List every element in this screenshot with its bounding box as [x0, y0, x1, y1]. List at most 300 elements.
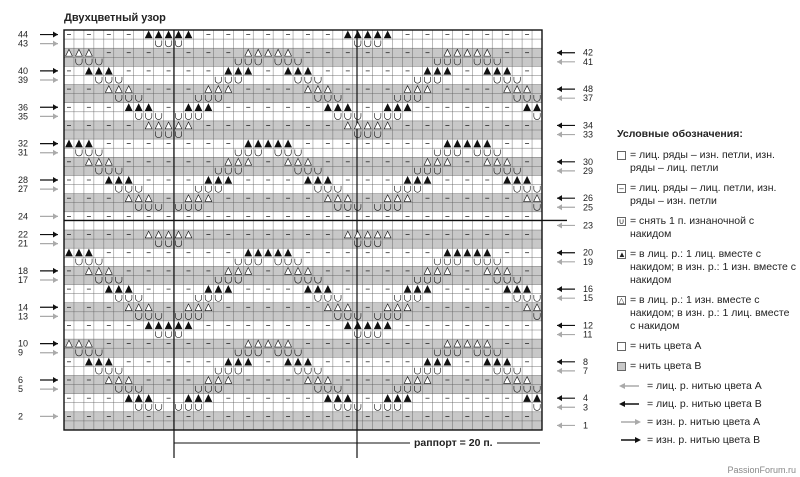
row-arrow-head — [53, 41, 58, 47]
stitch-tri-filled — [334, 104, 341, 111]
stitch-tri-filled — [76, 140, 83, 147]
stitch-tri-filled — [95, 358, 102, 365]
stitch-tri-filled — [324, 177, 331, 184]
stitch-slip — [394, 113, 400, 119]
stitch-slip — [494, 259, 500, 265]
stitch-slip — [355, 113, 361, 119]
dash-icon: – — [617, 184, 626, 193]
left-row-number: 9 — [18, 347, 24, 358]
stitch-tri-filled — [474, 249, 481, 256]
stitch-tri-filled — [394, 104, 401, 111]
stitch-slip — [384, 113, 390, 119]
legend-item-text: = лиц. ряды – лиц. петли, изн. ряды – изн. петли — [630, 182, 777, 207]
stitch-slip — [185, 113, 191, 119]
stitch-tri-filled — [524, 395, 531, 402]
stitch-tri-filled — [185, 322, 192, 329]
stitch-tri-filled — [464, 140, 471, 147]
stitch-tri-filled — [185, 31, 192, 38]
stitch-tri-filled — [245, 68, 252, 75]
stitch-slip — [215, 186, 221, 192]
row-arrow-head — [557, 259, 562, 265]
stitch-slip — [86, 259, 92, 265]
stitch-tri-filled — [265, 140, 272, 147]
row-arrow-head — [557, 395, 562, 401]
row-arrow-head — [53, 32, 58, 38]
stitch-tri-filled — [504, 286, 511, 293]
left-row-number: 35 — [18, 111, 29, 122]
stitch-slip — [305, 368, 311, 374]
stitch-tri-filled — [285, 358, 292, 365]
stitch-tri-filled — [494, 68, 501, 75]
row-arrow-head — [53, 177, 58, 183]
stitch-tri-filled — [115, 286, 122, 293]
stitch-slip — [494, 77, 500, 83]
stitch-slip — [136, 404, 142, 410]
u-icon: ∪ — [618, 217, 625, 226]
stitch-slip — [255, 259, 261, 265]
stitch-tri-filled — [165, 31, 172, 38]
stitch-tri-filled — [85, 68, 92, 75]
stitch-slip — [285, 259, 291, 265]
row-arrow-head — [557, 322, 562, 328]
blank-icon — [617, 151, 626, 160]
stitch-slip — [325, 186, 331, 192]
row-arrow-head — [557, 368, 562, 374]
watermark: PassionForum.ru — [727, 465, 796, 475]
stitch-slip — [106, 368, 112, 374]
stitch-slip — [345, 113, 351, 119]
stitch-tri-filled — [334, 395, 341, 402]
stitch-tri-filled — [484, 140, 491, 147]
stitch-slip — [394, 295, 400, 301]
left-row-number: 36 — [18, 102, 29, 113]
stitch-slip — [295, 77, 301, 83]
stitch-tri-filled — [285, 68, 292, 75]
stitch-slip — [414, 295, 420, 301]
stitch-tri-filled — [105, 286, 112, 293]
stitch-slip — [434, 150, 440, 156]
stitch-tri-filled — [255, 140, 262, 147]
stitch-slip — [424, 368, 430, 374]
stitch-tri-filled — [394, 395, 401, 402]
stitch-slip — [126, 186, 132, 192]
stitch-slip — [295, 259, 301, 265]
stitch-tri-filled — [384, 104, 391, 111]
row-arrow-head — [557, 332, 562, 338]
stitch-tri-filled — [504, 358, 511, 365]
stitch-slip — [175, 404, 181, 410]
left-row-number: 13 — [18, 311, 29, 322]
stitch-slip — [136, 295, 142, 301]
left-row-number: 14 — [18, 302, 29, 313]
row-arrow-head — [557, 359, 562, 365]
stitch-slip — [534, 404, 540, 410]
stitch-tri-filled — [484, 68, 491, 75]
left-row-number: 2 — [18, 411, 24, 422]
stitch-slip — [315, 295, 321, 301]
right-row-number: 20 — [583, 247, 594, 258]
stitch-slip — [116, 77, 122, 83]
stitch-slip — [514, 368, 520, 374]
stitch-slip — [245, 150, 251, 156]
stitch-slip — [116, 186, 122, 192]
stitch-tri-filled — [444, 358, 451, 365]
row-arrow-head — [557, 204, 562, 210]
stitch-tri-filled — [414, 177, 421, 184]
tri-outline-icon: △ — [618, 296, 625, 305]
stitch-slip — [315, 368, 321, 374]
stitch-slip — [126, 295, 132, 301]
row-arrow-head — [53, 104, 58, 110]
stitch-slip — [365, 331, 371, 337]
stitch-slip — [394, 404, 400, 410]
right-row-number: 42 — [583, 47, 594, 58]
left-row-number: 5 — [18, 384, 24, 395]
stitch-tri-filled — [225, 177, 232, 184]
stitch-tri-filled — [454, 249, 461, 256]
color-a-icon — [617, 342, 626, 351]
stitch-slip — [175, 113, 181, 119]
stitch-tri-filled — [66, 140, 73, 147]
stitch-tri-filled — [384, 31, 391, 38]
right-row-number: 23 — [583, 220, 594, 231]
stitch-slip — [245, 259, 251, 265]
legend-arrow-item — [617, 416, 797, 429]
stitch-slip — [315, 186, 321, 192]
stitch-slip — [434, 368, 440, 374]
stitch-tri-filled — [454, 140, 461, 147]
stitch-slip — [474, 259, 480, 265]
stitch-slip — [484, 259, 490, 265]
stitch-slip — [325, 295, 331, 301]
row-arrow-head — [53, 77, 58, 83]
stitch-tri-filled — [285, 249, 292, 256]
stitch-tri-filled — [305, 68, 312, 75]
stitch-tri-filled — [404, 286, 411, 293]
stitch-slip — [534, 295, 540, 301]
stitch-tri-filled — [195, 104, 202, 111]
stitch-tri-filled — [185, 104, 192, 111]
stitch-slip — [235, 77, 241, 83]
right-row-number: 3 — [583, 402, 589, 413]
stitch-slip — [76, 259, 82, 265]
stitch-tri-filled — [504, 177, 511, 184]
stitch-tri-filled — [534, 395, 541, 402]
stitch-slip — [205, 295, 211, 301]
stitch-slip — [514, 295, 520, 301]
stitch-slip — [424, 77, 430, 83]
stitch-tri-filled — [125, 395, 132, 402]
stitch-slip — [195, 404, 201, 410]
stitch-slip — [384, 404, 390, 410]
left-row-number: 6 — [18, 375, 24, 385]
stitch-tri-filled — [524, 177, 531, 184]
stitch-tri-filled — [275, 140, 282, 147]
stitch-slip — [434, 259, 440, 265]
stitch-tri-filled — [125, 286, 132, 293]
stitch-slip — [414, 186, 420, 192]
stitch-tri-filled — [255, 249, 262, 256]
stitch-slip — [86, 150, 92, 156]
row-arrow-head — [53, 304, 58, 310]
dark-right-arrow-icon — [617, 435, 643, 445]
stitch-tri-filled — [245, 249, 252, 256]
stitch-slip — [444, 150, 450, 156]
stitch-tri-filled — [145, 322, 152, 329]
stitch-slip — [175, 331, 181, 337]
stitch-slip — [96, 368, 102, 374]
row-arrow-head — [53, 113, 58, 119]
left-row-number: 32 — [18, 138, 29, 149]
left-row-number: 39 — [18, 75, 29, 85]
stitch-slip — [235, 150, 241, 156]
stitch-tri-filled — [524, 286, 531, 293]
row-arrow-head — [557, 132, 562, 138]
stitch-tri-filled — [484, 358, 491, 365]
right-row-number: 15 — [583, 293, 594, 304]
stitch-tri-filled — [344, 31, 351, 38]
row-arrow-head — [53, 386, 58, 392]
light-right-arrow-icon — [617, 417, 643, 427]
stitch-tri-filled — [434, 68, 441, 75]
legend-arrow-text: = лиц. р. нитью цвета А — [647, 380, 762, 392]
color-b-icon — [617, 362, 626, 371]
stitch-slip — [275, 259, 281, 265]
legend-item — [617, 149, 797, 175]
left-row-number: 43 — [18, 38, 29, 49]
stitch-tri-filled — [374, 31, 381, 38]
legend-arrow-item — [617, 398, 797, 411]
left-row-number: 40 — [18, 65, 29, 76]
stitch-tri-filled — [105, 68, 112, 75]
legend-item — [617, 340, 797, 353]
legend-item — [617, 360, 797, 373]
stitch-slip — [474, 150, 480, 156]
stitch-tri-filled — [165, 322, 172, 329]
stitch-tri-filled — [235, 68, 242, 75]
stitch-slip — [205, 186, 211, 192]
legend-item-text: = лиц. ряды – изн. петли, изн. ряды – лиц. петли — [630, 149, 775, 174]
row-arrow-head — [53, 213, 58, 219]
stitch-slip — [335, 295, 341, 301]
stitch-slip — [504, 77, 510, 83]
stitch-tri-filled — [95, 68, 102, 75]
stitch-tri-filled — [404, 104, 411, 111]
right-row-number: 4 — [583, 393, 589, 404]
stitch-slip — [335, 186, 341, 192]
stitch-slip — [355, 404, 361, 410]
stitch-slip — [165, 331, 171, 337]
legend-item — [617, 182, 797, 208]
stitch-slip — [136, 113, 142, 119]
row-arrow-head — [53, 341, 58, 347]
stitch-slip — [454, 259, 460, 265]
stitch-slip — [116, 295, 122, 301]
stitch-slip — [335, 113, 341, 119]
tri-filled-icon: ▲ — [618, 250, 626, 259]
right-row-number: 12 — [583, 320, 594, 331]
right-row-number: 16 — [583, 284, 594, 295]
stitch-tri-filled — [175, 322, 182, 329]
stitch-slip — [375, 113, 381, 119]
row-arrow-head — [53, 186, 58, 192]
stitch-tri-filled — [444, 68, 451, 75]
stitch-slip — [295, 150, 301, 156]
stitch-tri-filled — [444, 249, 451, 256]
right-row-number: 11 — [583, 329, 593, 340]
stitch-slip — [225, 77, 231, 83]
row-arrow-head — [557, 95, 562, 101]
stitch-tri-filled — [205, 286, 212, 293]
stitch-slip — [524, 295, 530, 301]
stitch-slip — [145, 404, 151, 410]
stitch-tri-filled — [324, 286, 331, 293]
stitch-tri-filled — [205, 104, 212, 111]
stitch-tri-filled — [105, 177, 112, 184]
row-arrow-head — [557, 295, 562, 301]
right-row-number: 41 — [583, 56, 594, 67]
stitch-slip — [394, 186, 400, 192]
stitch-tri-filled — [424, 286, 431, 293]
stitch-slip — [215, 295, 221, 301]
legend-arrow-item — [617, 434, 797, 447]
left-row-number: 44 — [18, 29, 29, 40]
stitch-tri-filled — [125, 177, 132, 184]
right-row-number: 7 — [583, 365, 589, 376]
legend-title: Условные обозначения: — [617, 128, 743, 140]
stitch-slip — [195, 295, 201, 301]
rapport-label: раппорт = 20 п. — [410, 437, 497, 449]
right-row-number: 34 — [583, 120, 594, 131]
stitch-tri-filled — [504, 68, 511, 75]
stitch-tri-filled — [424, 177, 431, 184]
stitch-slip — [116, 368, 122, 374]
right-row-number: 33 — [583, 129, 594, 140]
stitch-tri-filled — [135, 395, 142, 402]
stitch-slip — [96, 150, 102, 156]
stitch-tri-filled — [384, 322, 391, 329]
stitch-slip — [494, 368, 500, 374]
stitch-slip — [235, 368, 241, 374]
stitch-slip — [255, 150, 261, 156]
row-arrow-head — [53, 150, 58, 156]
row-arrow-head — [557, 122, 562, 128]
stitch-slip — [414, 77, 420, 83]
stitch-slip — [355, 331, 361, 337]
stitch-slip — [434, 77, 440, 83]
row-arrow-head — [557, 222, 562, 228]
stitch-tri-filled — [85, 249, 92, 256]
stitch-slip — [155, 113, 161, 119]
stitch-tri-filled — [524, 104, 531, 111]
stitch-slip — [155, 40, 161, 46]
stitch-tri-filled — [305, 286, 312, 293]
stitch-tri-filled — [444, 140, 451, 147]
stitch-tri-filled — [85, 358, 92, 365]
row-arrow-head — [557, 286, 562, 292]
stitch-slip — [215, 368, 221, 374]
stitch-slip — [225, 368, 231, 374]
stitch-tri-filled — [66, 249, 73, 256]
legend-item — [617, 294, 797, 333]
left-row-number: 10 — [18, 338, 29, 349]
stitch-tri-filled — [364, 31, 371, 38]
stitch-slip — [414, 368, 420, 374]
left-row-number: 31 — [18, 147, 29, 158]
row-arrow-head — [557, 86, 562, 92]
right-row-number: 1 — [583, 420, 589, 431]
row-arrow-head — [557, 59, 562, 65]
stitch-tri-filled — [225, 358, 232, 365]
stitch-tri-filled — [324, 104, 331, 111]
stitch-slip — [375, 404, 381, 410]
stitch-slip — [215, 77, 221, 83]
stitch-tri-filled — [245, 358, 252, 365]
stitch-tri-filled — [464, 249, 471, 256]
stitch-tri-filled — [185, 395, 192, 402]
stitch-tri-filled — [125, 104, 132, 111]
stitch-slip — [454, 150, 460, 156]
stitch-slip — [195, 186, 201, 192]
right-row-number: 19 — [583, 256, 594, 267]
dark-left-arrow-icon — [617, 399, 643, 409]
stitch-tri-filled — [305, 177, 312, 184]
stitch-tri-filled — [265, 249, 272, 256]
stitch-slip — [235, 259, 241, 265]
row-arrow-head — [53, 413, 58, 419]
stitch-tri-filled — [145, 104, 152, 111]
stitch-tri-filled — [85, 140, 92, 147]
stitch-slip — [275, 150, 281, 156]
stitch-slip — [96, 259, 102, 265]
stitch-slip — [504, 368, 510, 374]
stitch-tri-filled — [285, 140, 292, 147]
stitch-tri-filled — [205, 177, 212, 184]
stitch-tri-filled — [245, 140, 252, 147]
stitch-slip — [514, 77, 520, 83]
light-left-arrow-icon — [617, 381, 643, 391]
row-arrow-head — [53, 232, 58, 238]
left-row-number: 21 — [18, 238, 29, 249]
stitch-slip — [444, 259, 450, 265]
stitch-tri-filled — [295, 358, 302, 365]
left-row-number: 22 — [18, 229, 29, 240]
legend-item-text: = нить цвета В — [630, 360, 702, 372]
stitch-slip — [155, 404, 161, 410]
row-arrow-head — [53, 350, 58, 356]
stitch-tri-filled — [155, 322, 162, 329]
stitch-tri-filled — [305, 358, 312, 365]
stitch-slip — [285, 150, 291, 156]
stitch-slip — [185, 404, 191, 410]
stitch-tri-filled — [404, 177, 411, 184]
legend-items — [617, 149, 797, 447]
stitch-tri-filled — [215, 286, 222, 293]
stitch-tri-filled — [384, 395, 391, 402]
stitch-tri-filled — [344, 104, 351, 111]
stitch-tri-filled — [315, 177, 322, 184]
legend-item — [617, 215, 797, 241]
stitch-tri-filled — [225, 286, 232, 293]
stitch-tri-filled — [404, 395, 411, 402]
stitch-tri-filled — [494, 358, 501, 365]
right-row-number: 48 — [583, 84, 594, 95]
stitch-slip — [524, 186, 530, 192]
stitch-tri-filled — [414, 286, 421, 293]
stitch-tri-filled — [155, 31, 162, 38]
stitch-slip — [335, 404, 341, 410]
stitch-tri-filled — [145, 395, 152, 402]
